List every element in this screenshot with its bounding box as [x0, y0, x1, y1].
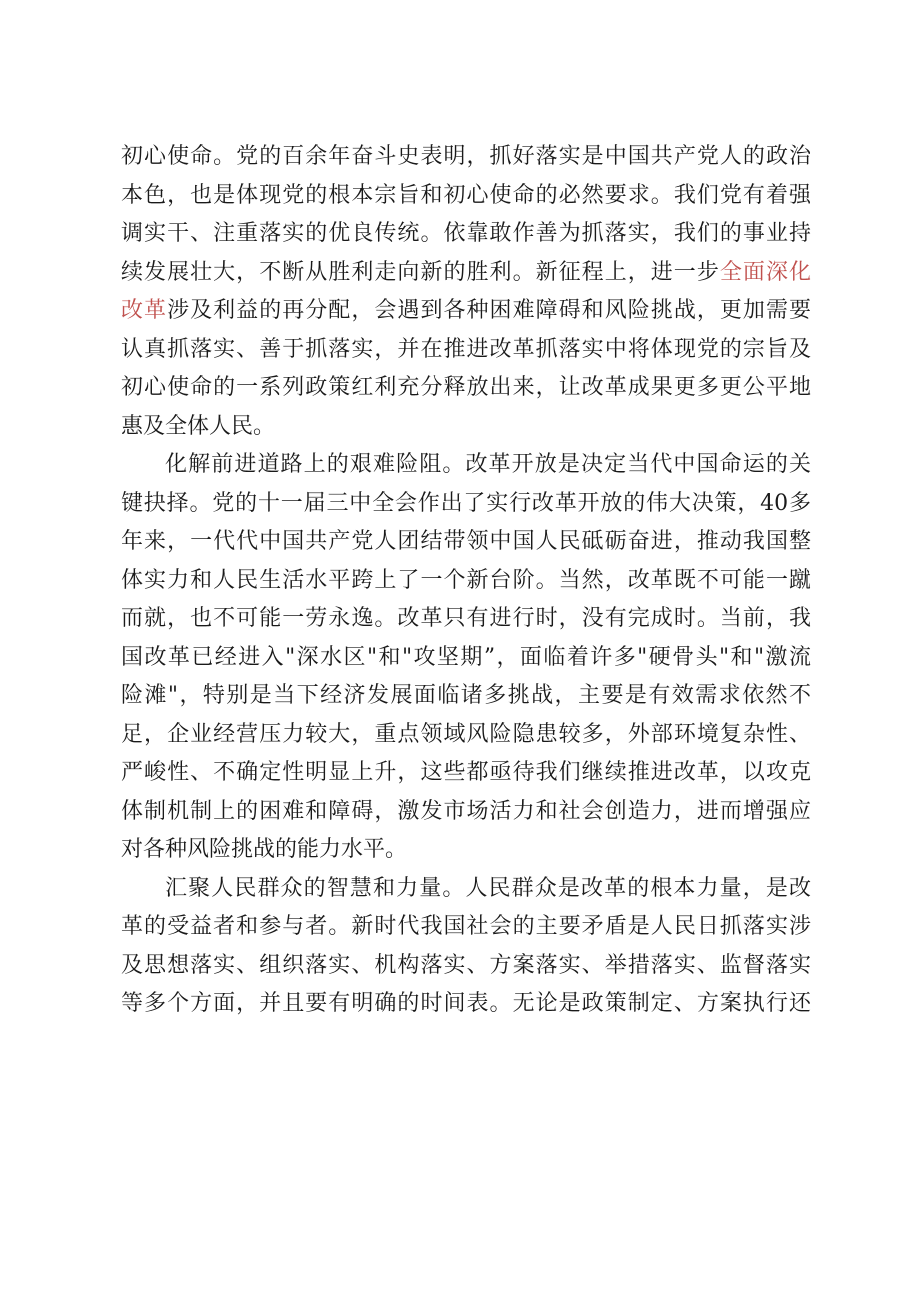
document-body	[121, 138, 811, 1024]
text-line: 严峻性、不确定性明显上升，这些都亟待我们继续推进改革，以攻克	[121, 760, 811, 785]
text-line: 等多个方面，并且要有明确的时间表。无论是政策制定、方案执行还	[121, 991, 811, 1016]
text-line: 初心使命的一系列政策红利充分释放出来，让改革成果更多更公平地	[121, 375, 811, 400]
text-line	[121, 292, 811, 331]
text-line: 国改革已经进入"深水区"和"攻坚期”，面临着许多"硬骨头"和"激流	[121, 644, 811, 670]
text-line: 初心使命。党的百余年奋斗史表明，抓好落实是中国共产党人的政治	[121, 144, 811, 169]
paragraph-heading-line: 汇聚人民群众的智慧和力量。人民群众是改革的根本力量，是改	[165, 875, 811, 901]
text-span: 涉及利益的再分配，会遇到各种困难障碍和风险挑战，更加需要	[167, 298, 811, 323]
text-line: 键抉择。党的十一届三中全会作出了实行改革开放的伟大决策，40多	[121, 490, 811, 516]
text-line: 险滩"，特别是当下经济发展面临诸多挑战，主要是有效需求依然不	[121, 683, 811, 708]
text-line: 调实干、注重落实的优良传统。依靠敢作善为抓落实，我们的事业持	[121, 221, 811, 246]
text-line: 惠及全体人民。	[121, 413, 276, 439]
text-line	[121, 254, 811, 293]
text-line: 足，企业经营压力较大，重点领域风险隐患较多，外部环境复杂性、	[121, 721, 811, 747]
text-line: 年来，一代代中国共产党人团结带领中国人民砥砺奋进，推动我国整	[121, 529, 811, 554]
text-line: 本色，也是体现党的根本宗旨和初心使命的必然要求。我们党有着强	[121, 182, 811, 208]
text-line: 对各种风险挑战的能力水平。	[121, 837, 408, 862]
text-span: 续发展壮大，不断从胜利走向新的胜利。新征程上，进一步	[121, 259, 720, 285]
paragraph	[121, 870, 811, 1024]
text-line: 及思想落实、组织落实、机构落实、方案落实、举措落实、监督落实	[121, 952, 811, 978]
highlighted-text: 全面深化	[719, 259, 811, 285]
text-line: 体制机制上的困难和障碍，激发市场活力和社会创造力，进而增强应	[121, 798, 811, 824]
paragraph	[121, 138, 811, 446]
text-line: 革的受益者和参与者。新时代我国社会的主要矛盾是人民日抓落实涉	[121, 914, 811, 939]
text-line: 而就，也不可能一劳永逸。改革只有进行时，没有完成时。当前，我	[121, 606, 811, 631]
paragraph-heading-line: 化解前进道路上的艰难险阻。改革开放是决定当代中国命运的关	[165, 452, 811, 477]
text-line: 体实力和人民生活水平跨上了一个新台阶。当然，改革既不可能一蹴	[121, 567, 811, 593]
paragraph	[121, 446, 811, 870]
text-line: 认真抓落实、善于抓落实，并在推进改革抓落实中将体现党的宗旨及	[121, 336, 811, 362]
highlighted-text: 改革	[121, 298, 168, 323]
